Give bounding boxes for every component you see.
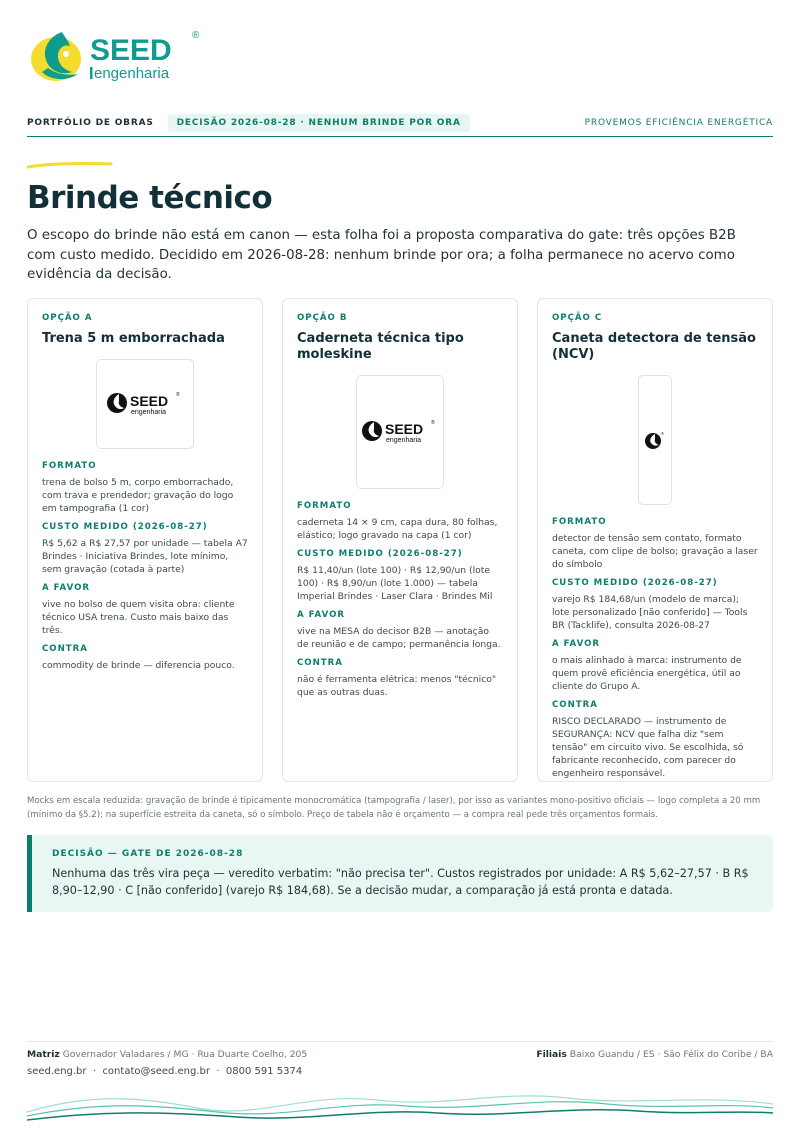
seed-mono-logo-icon: [106, 389, 184, 419]
footer-email-link[interactable]: contato@seed.eng.br: [102, 1066, 210, 1077]
svg-text:SEED: SEED: [385, 421, 424, 437]
svg-text:®: ®: [661, 431, 664, 436]
filiais-label: Filiais: [536, 1049, 567, 1060]
footer-waves-decoration: [27, 1082, 773, 1122]
option-card-a: [27, 298, 263, 782]
matriz-label: Matriz: [27, 1049, 60, 1060]
formato-label: FORMATO: [297, 501, 352, 511]
matriz-address: Governador Valadares / MG · Rua Duarte Coelho, 205: [62, 1049, 308, 1060]
decision-text: Nenhuma das três vira peça — veredito verbatim: "não precisa ter". Custos registrados por unidade: A R$ 5,62–27,57 · B R$ 8,90–12,90 · C [não conferido] (varejo R$ 184,68). Se a decisão mudar, a comparação já está pronta e datada.: [52, 867, 749, 897]
seed-mono-symbol-icon: [644, 430, 666, 450]
footer-site-link[interactable]: seed.eng.br: [27, 1066, 87, 1077]
decision-title: DECISÃO — GATE DE 2026-08-28: [52, 849, 244, 859]
brand-name: SEED: [90, 34, 172, 67]
option-title: Caderneta técnica tipo moleskine: [297, 331, 464, 362]
favor-text: vive na MESA do decisor B2B — anotação de reunião e de campo; permanência longa.: [297, 626, 501, 650]
footer-contacts: seed.eng.br · contato@seed.eng.br · 0800 591 5374: [27, 1066, 303, 1077]
custo-label: CUSTO MEDIDO (2026-08-27): [42, 522, 208, 532]
decision-badge: DECISÃO 2026-08-28 · NENHUM BRINDE POR ORA: [168, 114, 470, 132]
contra-text: RISCO DECLARADO — instrumento de SEGURANÇA: NCV que falha diz "sem tensão" em circuito vivo. Se escolhida, só fabricante reconhecido, com parecer do engenheiro responsável.: [552, 716, 744, 779]
custo-text: R$ 5,62 a R$ 27,57 por unidade — tabela A7 Brindes · Iniciativa Brindes, lote mínimo, sem gravação (cotada à parte): [42, 538, 248, 575]
intro-text: O escopo do brinde não está em canon — esta folha foi a proposta comparativa do gate: três opções B2B com custo medido. Decidido em 2026-08-28: nenhum brinde por ora; a folha permanece no acervo como evidência da decisão.: [27, 228, 736, 282]
formato-label: FORMATO: [552, 517, 607, 527]
option-title: Caneta detectora de tensão (NCV): [552, 331, 756, 362]
mock-caderneta: [356, 375, 444, 489]
tagline: PROVEMOS EFICIÊNCIA ENERGÉTICA: [584, 117, 773, 128]
formato-text: detector de tensão sem contato, formato caneta, com clipe de bolso; gravação a laser do símbolo: [552, 533, 758, 570]
contra-label: CONTRA: [552, 700, 598, 710]
top-bar: [27, 109, 773, 137]
page-title: Brinde técnico: [27, 180, 273, 216]
svg-text:engenharia: engenharia: [386, 437, 422, 444]
decision-callout: [27, 835, 773, 912]
option-tag: OPÇÃO C: [552, 313, 603, 323]
favor-label: A FAVOR: [297, 610, 346, 620]
seed-logo: [28, 26, 218, 86]
contra-text: commodity de brinde — diferencia pouco.: [42, 660, 235, 671]
svg-text:®: ®: [176, 392, 180, 398]
favor-text: o mais alinhado à marca: instrumento de quem provê eficiência energética, útil ao cliente do Grupo A.: [552, 655, 742, 692]
favor-label: A FAVOR: [552, 639, 601, 649]
brand-sub: engenharia: [94, 65, 170, 82]
seed-mono-logo-icon: [361, 417, 439, 447]
custo-text: R$ 11,40/un (lote 100) · R$ 12,90/un (lote 100) · R$ 8,90/un (lote 1.000) — tabela Imperial Brindes · Laser Clara · Brindes Mil: [297, 565, 493, 602]
registered-mark: ®: [192, 30, 200, 41]
svg-text:SEED: SEED: [130, 393, 169, 409]
option-card-c: [537, 298, 773, 782]
option-card-b: [282, 298, 518, 782]
option-tag: OPÇÃO B: [297, 313, 348, 323]
contra-text: não é ferramenta elétrica: menos "técnico" que as outras duas.: [297, 674, 497, 698]
favor-label: A FAVOR: [42, 583, 91, 593]
formato-text: caderneta 14 × 9 cm, capa dura, 80 folhas, elástico; logo gravado na capa (1 cor): [297, 517, 498, 541]
option-tag: OPÇÃO A: [42, 313, 93, 323]
seed-symbol-icon: [31, 32, 81, 81]
footer-filiais: [536, 1049, 773, 1060]
formato-label: FORMATO: [42, 461, 97, 471]
formato-text: trena de bolso 5 m, corpo emborrachado, com trava e prendedor; gravação do logo em tampografia (1 cor): [42, 477, 234, 514]
custo-label: CUSTO MEDIDO (2026-08-27): [552, 578, 718, 588]
contra-label: CONTRA: [42, 644, 88, 654]
custo-text: varejo R$ 184,68/un (modelo de marca); lote personalizado [não conferido] — Tools BR (Tacklife), consulta 2026-08-27: [552, 594, 748, 631]
mock-caneta: [638, 375, 672, 505]
svg-text:®: ®: [431, 420, 435, 426]
custo-label: CUSTO MEDIDO (2026-08-27): [297, 549, 463, 559]
contra-label: CONTRA: [297, 658, 343, 668]
filiais-list: Baixo Guandu / ES · São Félix do Coribe / BA: [569, 1049, 773, 1060]
mock-trena: [96, 359, 194, 449]
title-accent-line: [27, 160, 113, 170]
section-label: PORTFÓLIO DE OBRAS: [27, 117, 154, 128]
footer-matriz: [27, 1049, 307, 1060]
option-title: Trena 5 m emborrachada: [42, 331, 225, 346]
footer-phone: 0800 591 5374: [225, 1066, 303, 1077]
footer-divider: [27, 1041, 773, 1042]
svg-text:engenharia: engenharia: [131, 409, 167, 416]
mock-note: Mocks em escala reduzida: gravação de brinde é tipicamente monocromática (tampografia / laser), por isso as variantes mono-positivo oficiais — logo completa a 20 mm (mínimo da §5.2); na superfície estreita da caneta, só o símbolo. Preço de tabela não é orçamento — a compra real pede três orçamentos formais.: [27, 796, 761, 820]
favor-text: vive no bolso de quem visita obra: cliente técnico USA trena. Custo mais baixo das três.: [42, 599, 235, 636]
